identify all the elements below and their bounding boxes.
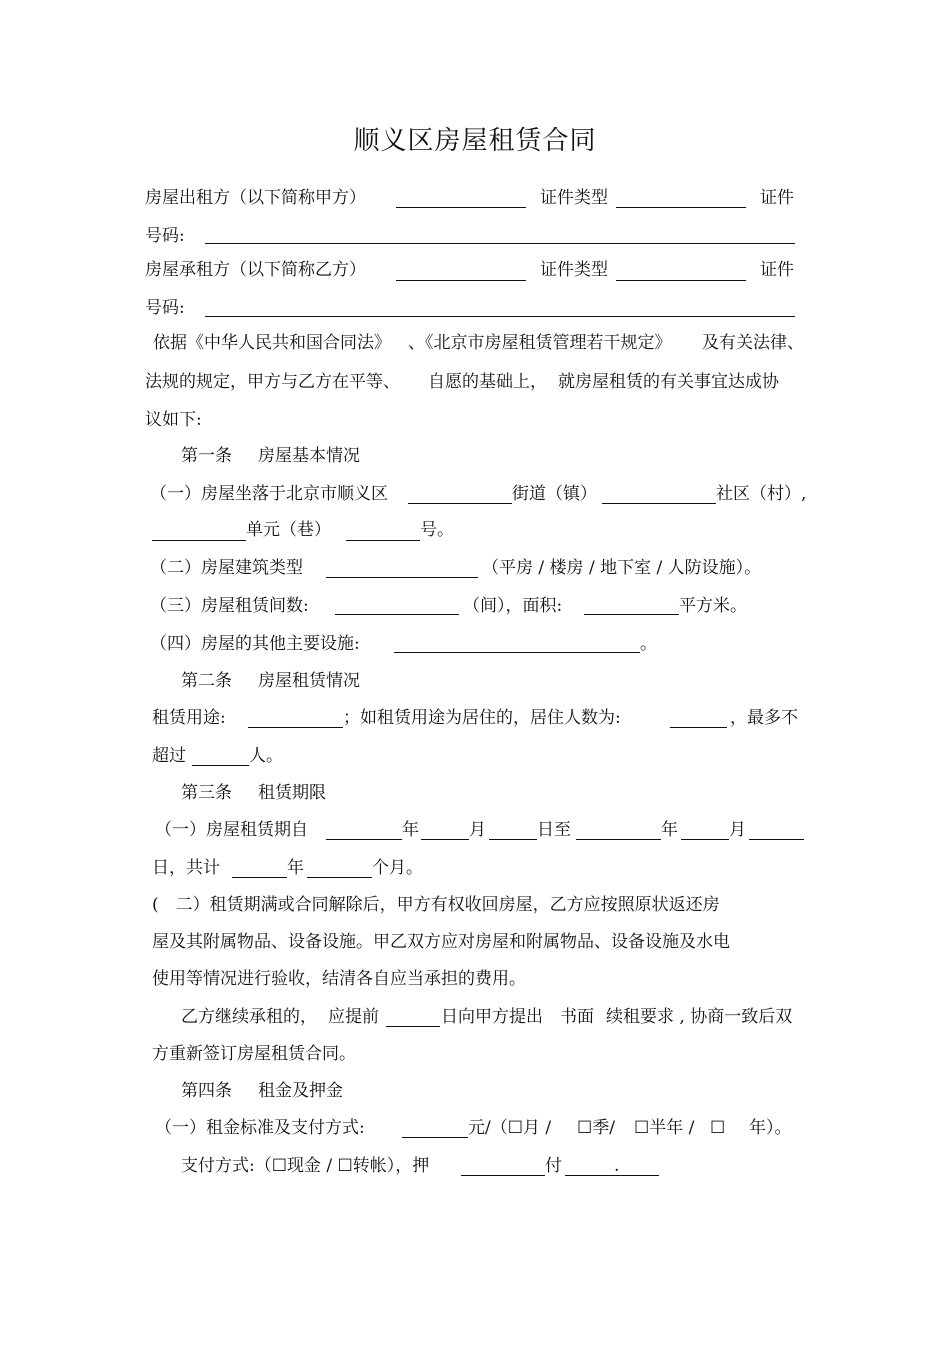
start-month-blank bbox=[421, 839, 469, 840]
number-blank bbox=[346, 540, 420, 541]
art3-renew-a: 乙方继续承租的， bbox=[181, 1007, 317, 1027]
article-2-heading: 第二条 bbox=[181, 671, 232, 691]
art3-return-line1: ( 二）租赁期满或合同解除后，甲方有权收回房屋，乙方应按照原状返还房 bbox=[152, 895, 720, 915]
lessor-id-no-label: 证件 bbox=[760, 188, 794, 208]
lessee-id-no-blank bbox=[205, 316, 795, 317]
street-blank bbox=[602, 503, 716, 504]
art1-facilities-label: （四）房屋的其他主要设施: bbox=[150, 634, 360, 654]
end-month-blank bbox=[681, 839, 729, 840]
lessor-id-no-blank bbox=[205, 243, 795, 244]
art3-end-month-label: 月 bbox=[729, 820, 746, 840]
art3-total-months-label: 个月。 bbox=[372, 858, 423, 878]
art3-renew-d: 书面 bbox=[560, 1007, 594, 1027]
article-4-title: 租金及押金 bbox=[258, 1081, 343, 1101]
art1-rooms-label: （三）房屋租赁间数: bbox=[150, 596, 309, 616]
preamble-line2a: 法规的规定，甲方与乙方在平等、 bbox=[145, 372, 400, 392]
art3-total-label: 日，共计 bbox=[152, 858, 220, 878]
unit-blank bbox=[152, 540, 246, 541]
residents-blank bbox=[670, 727, 727, 728]
art2-max-label: ，最多不 bbox=[730, 708, 798, 728]
lessee-id-no-label: 证件 bbox=[760, 260, 794, 280]
article-1-title: 房屋基本情况 bbox=[258, 446, 360, 466]
art4-rent-year-end: 年）。 bbox=[749, 1118, 792, 1138]
preamble-line2b: 自愿的基础上， bbox=[428, 372, 547, 392]
art3-renew-b: 应提前 bbox=[328, 1007, 379, 1027]
art4-rent-halfyear: ☐半年 / bbox=[634, 1118, 695, 1138]
building-type-blank bbox=[326, 577, 478, 578]
art4-pay-dot: . bbox=[614, 1156, 620, 1176]
art1-unit-label: 单元（巷） bbox=[246, 520, 331, 540]
preamble-line3: 议如下: bbox=[145, 410, 202, 430]
art1-building-type-label: （二）房屋建筑类型 bbox=[150, 558, 303, 578]
art4-rent-year-box: ☐ bbox=[710, 1118, 726, 1138]
art2-residents-label: ；如租赁用途为居住的，居住人数为: bbox=[343, 708, 621, 728]
deposit-blank bbox=[461, 1175, 545, 1176]
art3-return-line3: 使用等情况进行验收，结清各自应当承担的费用。 bbox=[152, 969, 526, 989]
art1-facilities-end: 。 bbox=[640, 634, 657, 654]
art1-area-label: （间），面积: bbox=[463, 596, 563, 616]
art1-number-label: 号。 bbox=[420, 520, 454, 540]
article-2-title: 房屋租赁情况 bbox=[258, 671, 360, 691]
art1-street-label: 街道（镇） bbox=[512, 484, 597, 504]
art3-end-year-label: 年 bbox=[661, 820, 678, 840]
lessor-id-type-label: 证件类型 bbox=[540, 188, 608, 208]
art3-return-line2: 屋及其附属物品、设备设施。甲乙双方应对房屋和附属物品、设备设施及水电 bbox=[152, 932, 730, 952]
art2-persons-label: 人。 bbox=[249, 746, 283, 766]
art3-start-month-label: 月 bbox=[469, 820, 486, 840]
art3-renew-f: 方重新签订房屋租赁合同。 bbox=[152, 1044, 356, 1064]
article-4-heading: 第四条 bbox=[181, 1081, 232, 1101]
art3-to-label: 日至 bbox=[537, 820, 571, 840]
lessee-id-type-blank bbox=[616, 280, 746, 281]
art3-renew-c: 日向甲方提出 bbox=[441, 1007, 543, 1027]
article-1-heading: 第一条 bbox=[181, 446, 232, 466]
end-year-blank bbox=[576, 839, 661, 840]
art4-rent-label: （一）租金标准及支付方式: bbox=[155, 1118, 365, 1138]
lessor-id-type-blank bbox=[616, 207, 746, 208]
lessee-name-blank bbox=[396, 280, 526, 281]
art4-rent-unit-month: 元/（☐月 / bbox=[468, 1118, 552, 1138]
lessor-id-no-label-2: 号码: bbox=[145, 226, 185, 246]
preamble-line1a: 依据《中华人民共和国合同法》 bbox=[153, 333, 391, 353]
renew-days-blank bbox=[386, 1026, 440, 1027]
art4-payment-label: 支付方式:（☐现金 / ☐转帐），押 bbox=[181, 1156, 430, 1176]
rent-amount-blank bbox=[402, 1137, 468, 1138]
preamble-line1c: 及有关法律、 bbox=[702, 333, 804, 353]
end-day-blank bbox=[749, 839, 804, 840]
article-3-heading: 第三条 bbox=[181, 783, 232, 803]
art1-area-unit: 平方米。 bbox=[679, 596, 747, 616]
facilities-blank bbox=[394, 652, 640, 653]
lessee-label: 房屋承租方（以下简称乙方） bbox=[145, 260, 366, 280]
art4-pay-label: 付 bbox=[545, 1156, 562, 1176]
art2-not-exceed-label: 超过 bbox=[152, 746, 186, 766]
usage-blank bbox=[248, 727, 343, 728]
total-months-blank bbox=[307, 877, 372, 878]
lessor-label: 房屋出租方（以下简称甲方） bbox=[145, 188, 366, 208]
lessee-id-type-label: 证件类型 bbox=[540, 260, 608, 280]
lessor-name-blank bbox=[396, 207, 526, 208]
area-blank bbox=[584, 614, 679, 615]
pay-blank bbox=[565, 1175, 659, 1176]
art3-start-year-label: 年 bbox=[402, 820, 419, 840]
article-3-title: 租赁期限 bbox=[258, 783, 326, 803]
document-title: 顺义区房屋租赁合同 bbox=[353, 126, 597, 156]
art3-term-label: （一）房屋租赁期自 bbox=[155, 820, 308, 840]
art3-renew-e: 续租要求 , 协商一致后双 bbox=[606, 1007, 793, 1027]
art4-rent-season: ☐季/ bbox=[577, 1118, 615, 1138]
art2-usage-label: 租赁用途: bbox=[152, 708, 226, 728]
rooms-blank bbox=[335, 614, 459, 615]
max-residents-blank bbox=[192, 765, 249, 766]
preamble-line2c: 就房屋租赁的有关事宜达成协 bbox=[558, 372, 779, 392]
start-day-blank bbox=[489, 839, 537, 840]
art1-location-label: （一）房屋坐落于北京市顺义区 bbox=[150, 484, 388, 504]
start-year-blank bbox=[326, 839, 402, 840]
preamble-line1b: 、《北京市房屋租赁管理若干规定》 bbox=[408, 333, 672, 353]
total-years-blank bbox=[232, 877, 287, 878]
lessee-id-no-label-2: 号码: bbox=[145, 298, 185, 318]
art1-community-label: 社区（村）, bbox=[716, 484, 807, 504]
art1-building-type-options: （平房 / 楼房 / 地下室 / 人防设施）。 bbox=[482, 558, 762, 578]
art3-total-year-label: 年 bbox=[287, 858, 304, 878]
district-blank bbox=[408, 503, 512, 504]
